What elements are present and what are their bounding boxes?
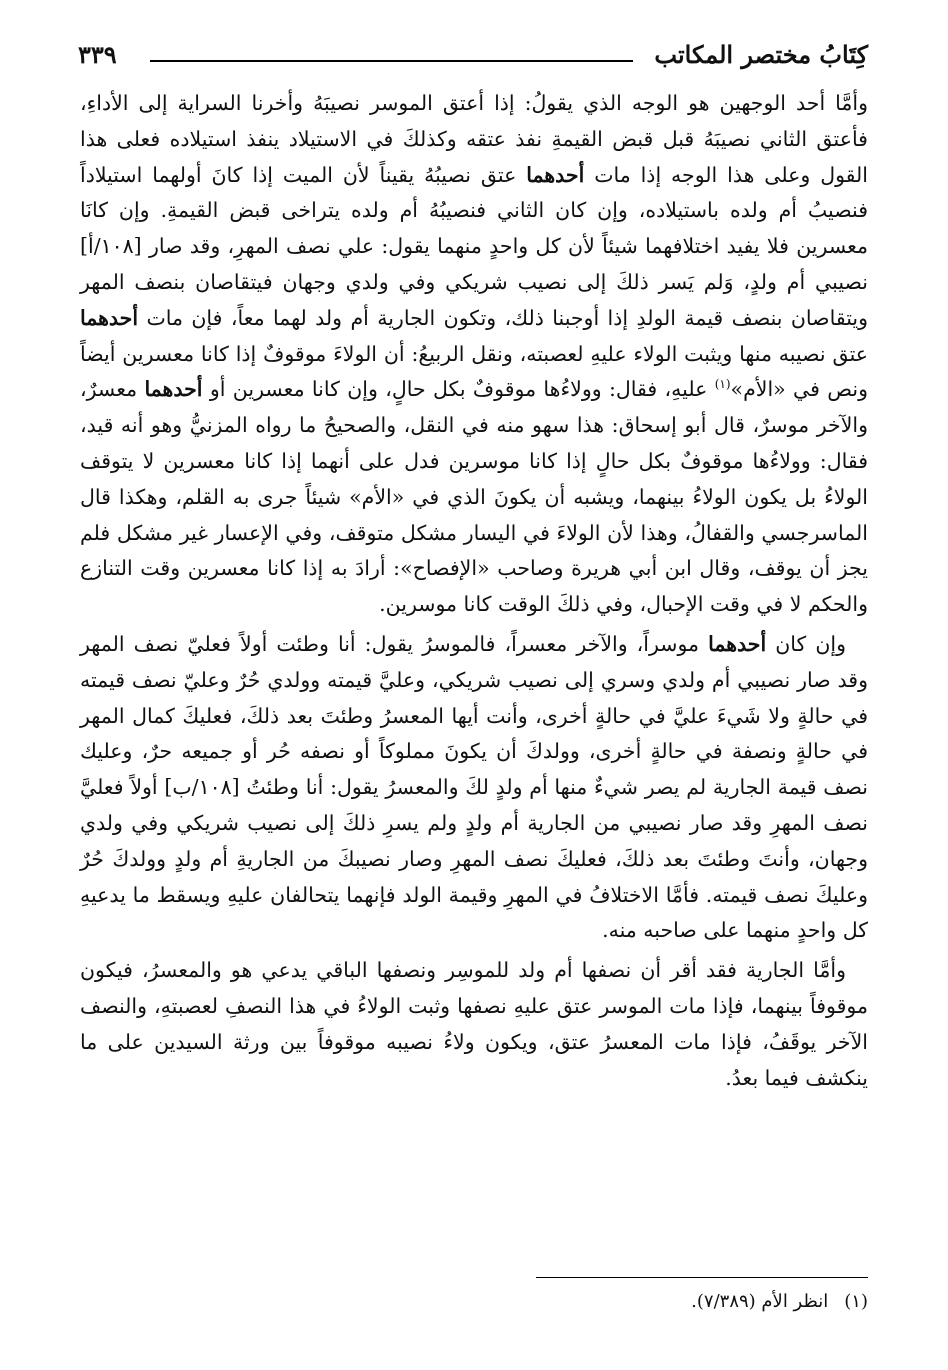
page-number: ٣٣٩ [78, 40, 117, 69]
footnote-reference: (١) [714, 377, 731, 392]
page-header [78, 34, 868, 78]
text-run: موسراً، والآخر معسراً، فالموسرُ يقول: أنا وطئت أولاً فعليّ نصف المهر وقد صار نصيبي أم ولدي وسري إلى نصيب شريكي، وعليَّ قيمته وولدي حُرٌ وعليّ نصف قيمته في حالةٍ ولا شَيءَ عليَّ في حالةٍ أخرى، وأنت أيها المعسرُ وطئتَ بعد ذلكَ، فعليكَ كمال المهر في حالةٍ ونصفة في حالةٍ أخرى، وولدكَ أن يكونَ مملوكاً أو نصفه حُر أو جميعه حرٌ، وعليك نصف قيمة الجارية لم يصر شيءٌ منها أم ولدٍ لكَ والمعسرُ يقول: أنا وطئتُ [١٠٨/ب] أولاً فعليَّ نصف المهرِ وقد صار نصيبي من الجارية أم ولدٍ ولم يسرِ ذلكَ إلى نصيب شريكي وفي ولدي وجهان، وأنتَ وطئتَ بعد ذلكَ، فعليكَ نصف المهرِ وصار نصيبكَ من الجاريةِ أم ولدٍ وولدكَ حُرٌ وعليكَ نصف قيمته. فأمَّا الاختلافُ في المهرِ وقيمة الولد فإنهما يتحالفان عليهِ ويسقط ما يدعيهِ كل واحدٍ منهما على صاحبه منه. [80, 631, 868, 943]
footnote [80, 1291, 868, 1312]
text-run: عتق نصيبُهُ يقيناً لأن الميت إذا كانَ أولهما استيلاداً فنصيبُ أم ولده باستيلاده، وإن كان الثاني فنصيبُهُ أم ولده يتراخى قبض القيمةِ. وإن كانَا معسرين فلا يفيد اختلافهما شيئاً لأن كل واحدٍ منهما يقول: علي نصف المهرِ، وقد صار [١٠٨/أ] نصيبي أم ولدٍ، وَلم يَسر ذلكَ إلى نصيب شريكي وفي ولدي وجهان فيتقاصان بنصف المهر ويتقاصان بنصف قيمة الولدِ إذا أوجبنا ذلك، وتكون الجارية أم ولد لهما معاً، فإن مات [80, 162, 868, 330]
bold-term: أحدهما [80, 305, 139, 330]
text-run: وإن كان [766, 631, 846, 656]
body-text [80, 86, 868, 1100]
footnote-number: (١) [844, 1291, 868, 1312]
text-run: عتق نصيبه منها ويثبت الولاء عليهِ لعصبته، ونقل الربيعُ: أن الولاءَ موقوفٌ إذا كانا معسرين أيضاً ونص في «الأم» [80, 341, 868, 402]
paragraph [80, 86, 868, 623]
paragraph [80, 627, 868, 949]
header-rule [150, 60, 633, 62]
paragraph [80, 953, 868, 1096]
footnote-divider [536, 1277, 868, 1278]
footnote-text: انظر الأم (٧/٣٨٩). [691, 1291, 829, 1312]
running-title: كِتَابُ مختصر المكاتب [654, 40, 868, 69]
bold-term: أحدهما [526, 162, 585, 187]
bold-term: أحدهما [144, 377, 203, 402]
text-run: وأمَّا الجارية فقد أقر أن نصفها أم ولد للموسِر ونصفها الباقي يدعي هو والمعسرُ، فيكون موقوفاً بينهما، فإذا مات الموسر عتق عليهِ نصفها وثبت الولاءُ في هذا النصفِ لعصبتهِ، والنصف الآخر يوقَفُ، فإذا مات المعسرُ عتق، ويكون ولاءُ نصيبه موقوفاً بين ورثة السيدين على ما ينكشف فيما بعدُ. [80, 958, 868, 1090]
text-run: وأمَّا أحد الوجهين هو الوجه الذي يقولُ: إذا أعتق الموسر نصيبَهُ وأخرنا السراية إلى الأداءِ، فأعتق الثاني نصيبَهُ قبل قبض القيمةِ نفذ عتقه وكذلكَ في الاستيلاد ينفذ استيلاده فعلى هذا القول وعلى هذا الوجه إذا مات [80, 91, 868, 187]
text-run: معسرٌ، والآخر موسرٌ، قال أبو إسحاق: هذا سهو منه في النقل، والصحيحُ ما رواه المزنيُّ وهو أنه قيد، فقال: وولاءُها موقوفٌ بكل حالٍ إذا كانا موسرين فدل على أنهما إذا كانا معسرين لا يتوقف الولاءُ بل يكون الولاءُ بينهما، ويشبه أن يكونَ الذي في «الأم» شيئاً جرى به القلم، وهكذا قال الماسرجسي والقفالُ، وهذا لأن الولاءَ في اليسار مشكل متوقف، وفي الإعسار غير مشكل فلم يجز أن يوقف، وقال ابن أبي هريرة وصاحب «الإفصاح»: أرادَ به إذا كانا معسرين وقت التنازع والحكم لا في وقت الإحبال، وفي ذلكَ الوقت كانا موسرين. [80, 377, 868, 617]
bold-term: أحدهما [708, 631, 767, 656]
text-run: عليهِ، فقال: وولاءُها موقوفٌ بكل حالٍ، وإن كانا معسرين أو [202, 377, 715, 402]
